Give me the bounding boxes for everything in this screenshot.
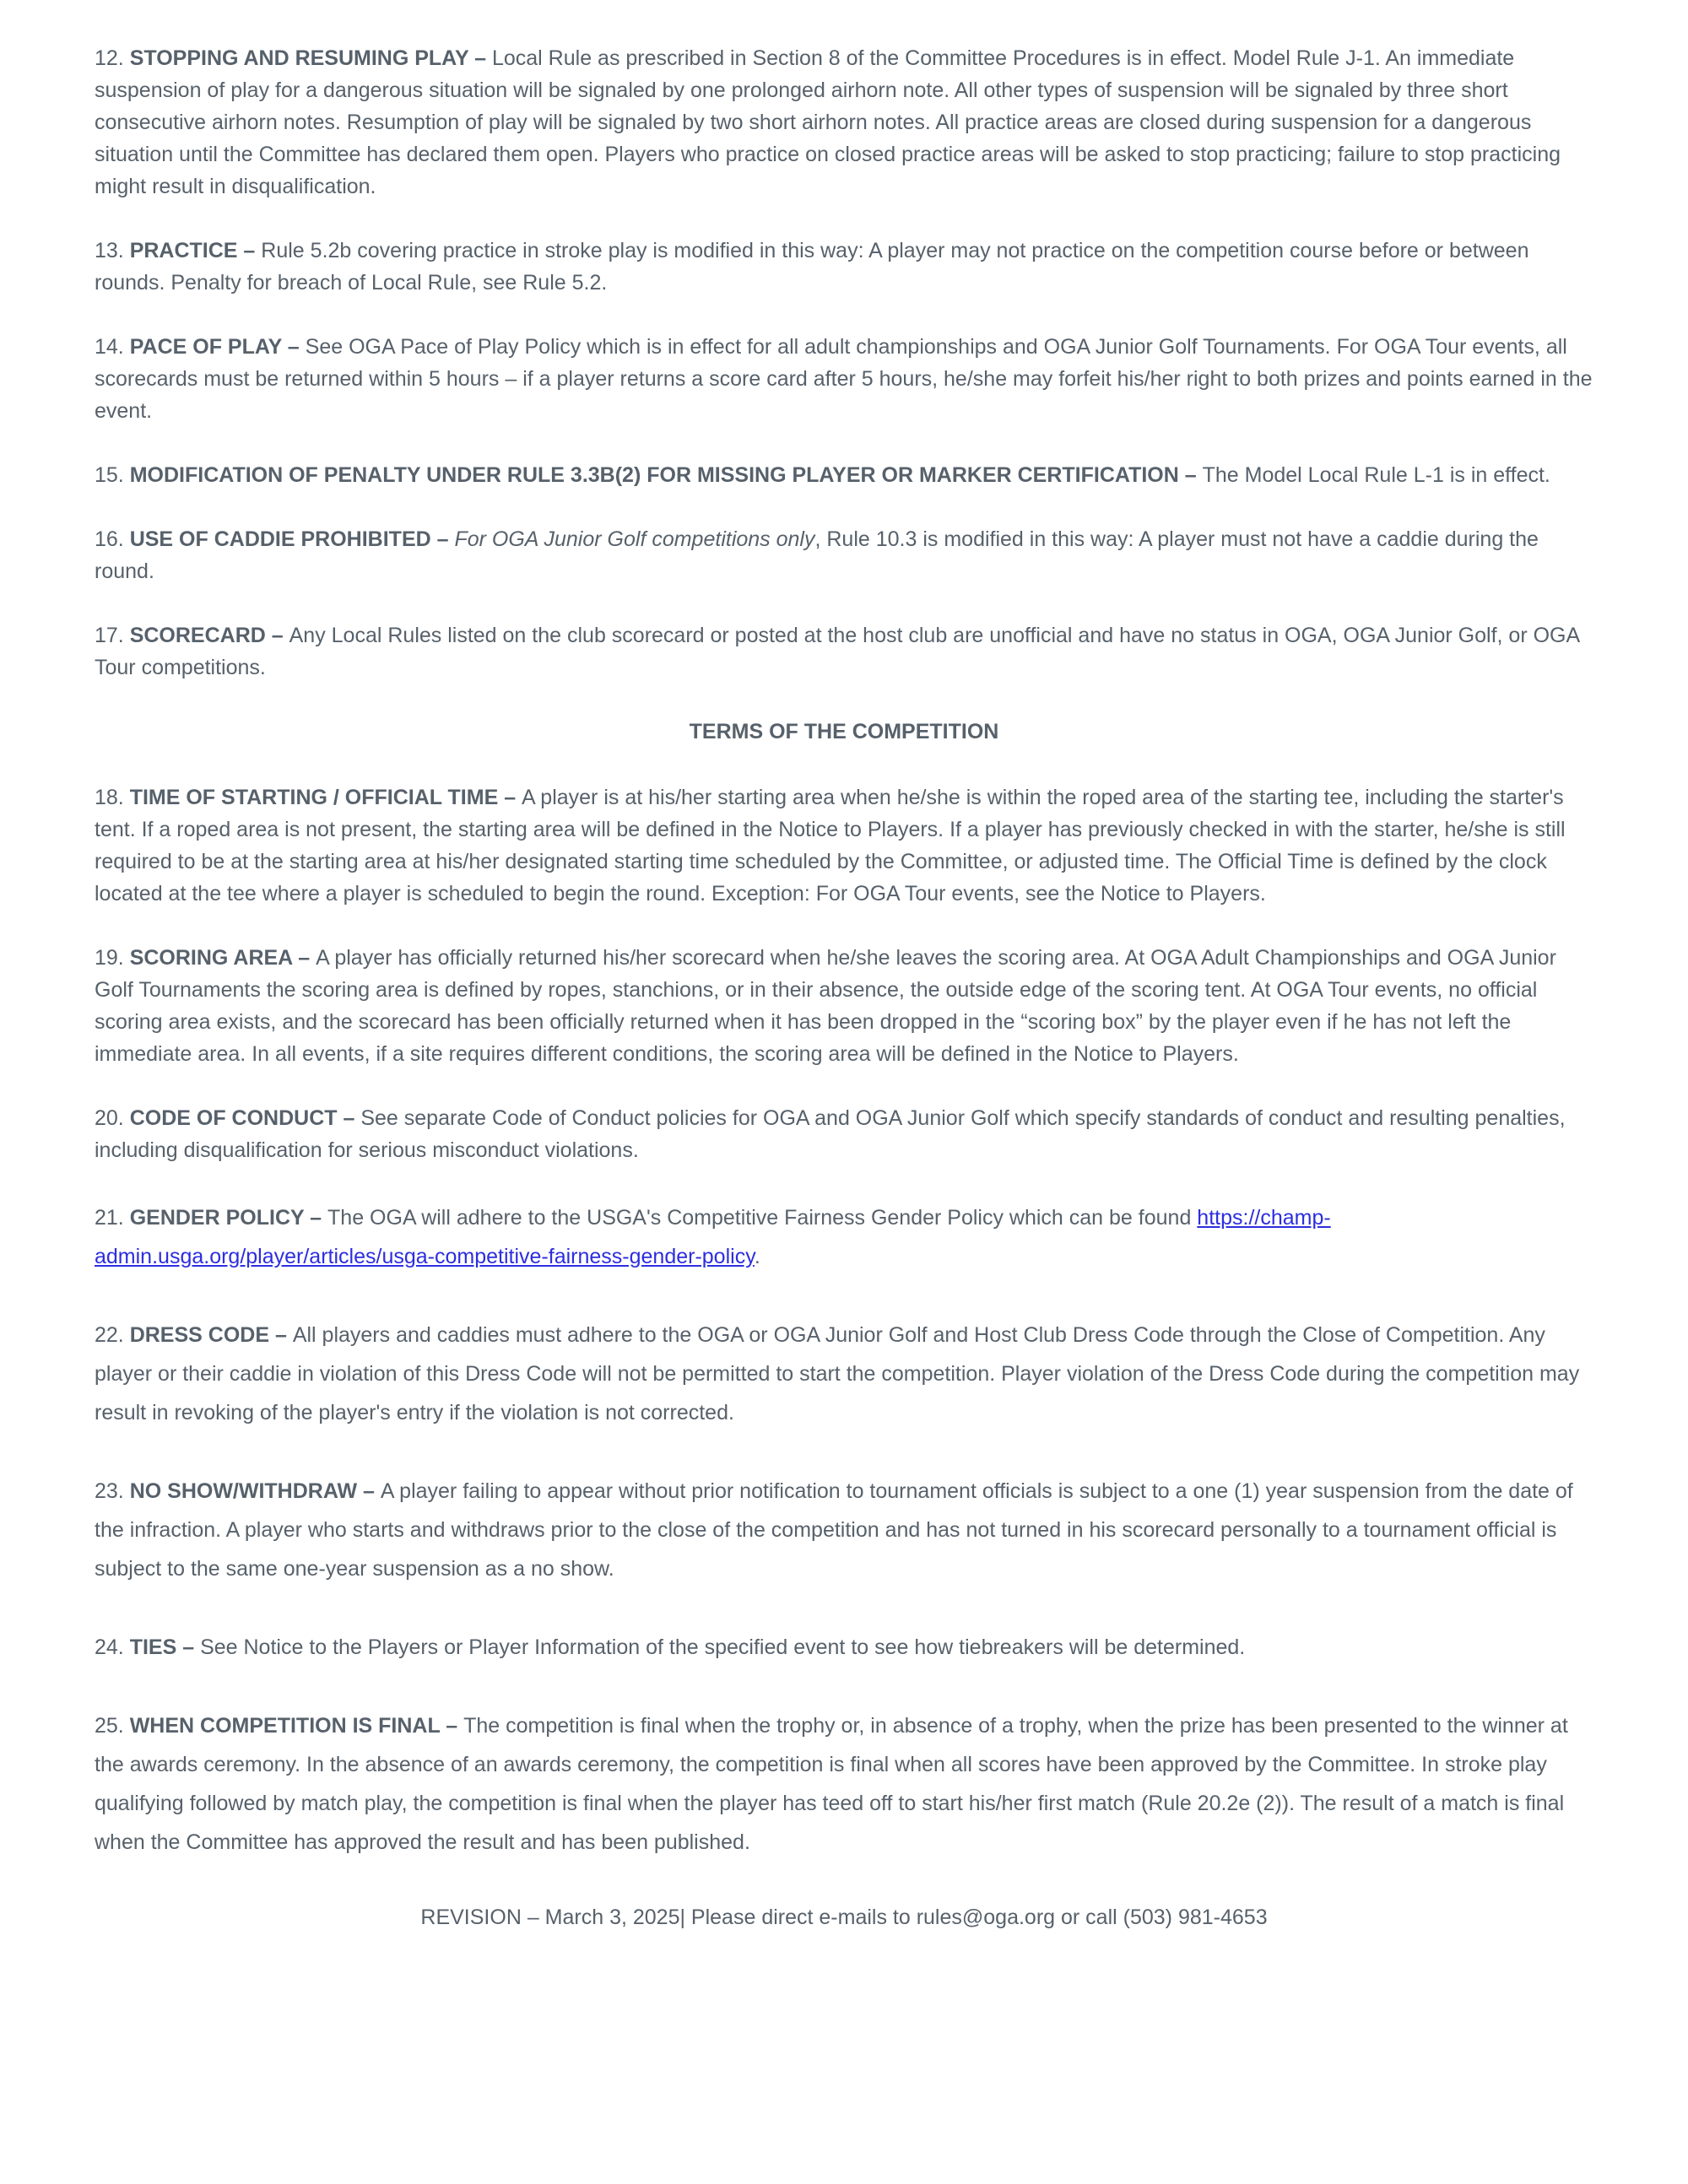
rule-number: 18. <box>95 786 130 809</box>
rule-body-text: The competition is final when the trophy or, in absence of a trophy, when the prize has been presented to the winner at the awards ceremony. In the absence of an awards ceremony, the competition is final when all scores have been approved by the Committee. In stroke play qualifying followed by match play, the competition is final when the player has teed off to start his/her first match (Rule 20.2e (2)). The result of a match is final when the Committee has approved the result and has been published. <box>95 1714 1568 1854</box>
rule-title: DRESS CODE – <box>129 1323 293 1347</box>
rule-title: TIES – <box>129 1635 201 1659</box>
rule-title: SCORING AREA – <box>129 946 316 970</box>
section-heading: TERMS OF THE COMPETITION <box>689 720 999 743</box>
rule-body-text: . <box>754 1245 760 1268</box>
rule-body-text: , Rule 10.3 is modified in this way: A player must not have a caddie during the round. <box>95 527 1539 583</box>
rule-title: SCORECARD – <box>129 624 289 647</box>
rule-body-text: All players and caddies must adhere to the OGA or OGA Junior Golf and Host Club Dress Code through the Close of Competition. Any player or their caddie in violation of this Dress Code will not be permitted to start the competition. Player violation of the Dress Code during the competition may result in revoking of the player's entry if the violation is not corrected. <box>95 1323 1580 1424</box>
rule-paragraph-19 <box>95 942 1593 1070</box>
rule-paragraph-23 <box>95 1472 1593 1588</box>
rule-paragraph-15 <box>95 459 1593 491</box>
rule-paragraph-14 <box>95 331 1593 427</box>
rule-body-text: A player failing to appear without prior notification to tournament officials is subject to a one (1) year suspension from the date of the infraction. A player who starts and withdraws prior to the close of the competition and has not turned in his scorecard personally to a tournament official is subject to the same one-year suspension as a no show. <box>95 1479 1573 1581</box>
rule-body-text: Rule 5.2b covering practice in stroke play is modified in this way: A player may not practice on the competition course before or between rounds. Penalty for breach of Local Rule, see Rule 5.2. <box>95 239 1529 295</box>
rule-paragraph-22 <box>95 1316 1593 1432</box>
rule-title: PACE OF PLAY – <box>129 335 306 359</box>
rule-number: 16. <box>95 527 130 551</box>
rule-number: 17. <box>95 624 130 647</box>
rule-title: WHEN COMPETITION IS FINAL – <box>129 1714 464 1738</box>
rule-title: PRACTICE – <box>129 239 262 262</box>
rule-title: STOPPING AND RESUMING PLAY – <box>129 46 492 70</box>
rule-paragraph-12 <box>95 42 1593 203</box>
rule-body-text: A player is at his/her starting area when he/she is within the roped area of the starting tee, including the starter's tent. If a roped area is not present, the starting area will be defined in the Notice to Players. If a player has previously checked in with the starter, he/she is still required to be at the starting area at his/her designated starting time scheduled by the Committee, or adjusted time. The Official Time is defined by the clock located at the tee where a player is scheduled to begin the round. Exception: For OGA Tour events, see the Notice to Players. <box>95 786 1566 905</box>
rule-body-text: The Model Local Rule L-1 is in effect. <box>1202 463 1550 487</box>
rule-number: 25. <box>95 1714 130 1738</box>
rule-paragraph-25 <box>95 1706 1593 1862</box>
rule-number: 12. <box>95 46 130 70</box>
rule-number: 23. <box>95 1479 130 1503</box>
rule-paragraph-16 <box>95 523 1593 587</box>
rule-paragraph-13 <box>95 235 1593 299</box>
rule-body-text: For OGA Junior Golf competitions only <box>454 527 815 551</box>
rule-paragraph-24 <box>95 1628 1593 1667</box>
rule-number: 22. <box>95 1323 130 1347</box>
rule-title: MODIFICATION OF PENALTY UNDER RULE 3.3B(2) FOR MISSING PLAYER OR MARKER CERTIFICATION – <box>129 463 1203 487</box>
rule-number: 20. <box>95 1106 130 1130</box>
rule-paragraph-21 <box>95 1198 1593 1276</box>
rule-number: 13. <box>95 239 130 262</box>
rule-number: 24. <box>95 1635 130 1659</box>
rule-body-text: See OGA Pace of Play Policy which is in effect for all adult championships and OGA Junior Golf Tournaments. For OGA Tour events, all scorecards must be returned within 5 hours – if a player returns a score card after 5 hours, he/she may forfeit his/her right to both prizes and points earned in the event. <box>95 335 1593 423</box>
rule-paragraph-20 <box>95 1102 1593 1166</box>
rule-body-text: Local Rule as prescribed in Section 8 of the Committee Procedures is in effect. Model Rule J-1. An immediate suspension of play for a dangerous situation will be signaled by one prolonged airhorn note. All other types of suspension will be signaled by three short consecutive airhorn notes. Resumption of play will be signaled by two short airhorn notes. All practice areas are closed during suspension for a dangerous situation until the Committee has declared them open. Players who practice on closed practice areas will be asked to stop practicing; failure to stop practicing might result in disqualification. <box>95 46 1561 198</box>
rule-number: 19. <box>95 946 130 970</box>
rule-body-text: See Notice to the Players or Player Information of the specified event to see how tiebreakers will be determined. <box>200 1635 1246 1659</box>
rule-body-text: A player has officially returned his/her scorecard when he/she leaves the scoring area. At OGA Adult Championships and OGA Junior Golf Tournaments the scoring area is defined by ropes, stanchions, or in their absence, the outside edge of the scoring tent. At OGA Tour events, no official scoring area exists, and the scorecard has been officially returned when it has been dropped in the “scoring box” by the player even if he has not left the immediate area. In all events, if a site requires different conditions, the scoring area will be defined in the Notice to Players. <box>95 946 1556 1066</box>
rule-title: NO SHOW/WITHDRAW – <box>129 1479 381 1503</box>
rule-title: TIME OF STARTING / OFFICIAL TIME – <box>129 786 522 809</box>
rule-number: 15. <box>95 463 130 487</box>
footer-revision-line: REVISION – March 3, 2025| Please direct e-mails to rules@oga.org or call (503) 981-4653 <box>420 1906 1268 1929</box>
rule-number: 14. <box>95 335 130 359</box>
rule-body-text: Any Local Rules listed on the club scorecard or posted at the host club are unofficial and have no status in OGA, OGA Junior Golf, or OGA Tour competitions. <box>95 624 1579 679</box>
rule-number: 21. <box>95 1206 130 1230</box>
rule-paragraph-17 <box>95 619 1593 684</box>
rule-body-text: See separate Code of Conduct policies for OGA and OGA Junior Golf which specify standards of conduct and resulting penalties, including disqualification for serious misconduct violations. <box>95 1106 1566 1162</box>
document-content <box>95 42 1593 1862</box>
rule-title: USE OF CADDIE PROHIBITED – <box>129 527 455 551</box>
gender-policy-link[interactable]: https://champ-admin.usga.org/player/articles/usga-competitive-fairness-gender-policy <box>95 1206 1331 1268</box>
rule-title: CODE OF CONDUCT – <box>129 1106 361 1130</box>
rule-body-text: The OGA will adhere to the USGA's Competitive Fairness Gender Policy which can be found <box>327 1206 1198 1230</box>
rule-paragraph-18 <box>95 781 1593 910</box>
rule-title: GENDER POLICY – <box>129 1206 328 1230</box>
